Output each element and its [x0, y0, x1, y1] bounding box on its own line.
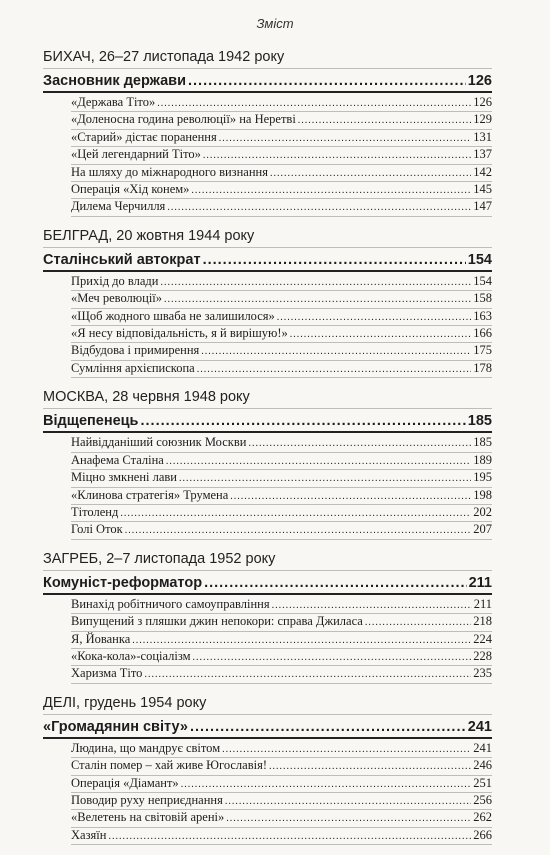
toc-entry[interactable] [71, 435, 492, 452]
toc-entry[interactable] [71, 505, 492, 522]
chapter-title: Сталінський автократ [43, 251, 201, 268]
entry-page-number: 266 [473, 827, 492, 842]
dot-leader [222, 741, 471, 757]
entry-page-number: 262 [473, 810, 492, 825]
entry-page-number: 207 [473, 522, 492, 537]
toc-section [43, 550, 492, 684]
entry-page-number: 126 [473, 95, 492, 109]
dot-leader [140, 412, 465, 430]
chapter-title: «Громадянин світу» [43, 718, 188, 735]
entry-list [43, 595, 492, 684]
entry-title: Випущений з пляшки джин непокори: справа Джиласа [71, 614, 363, 629]
toc-section [43, 48, 492, 217]
dot-leader [166, 453, 471, 469]
entry-list [43, 739, 492, 845]
entry-title: Операція «Хід конем» [71, 182, 190, 197]
entry-title: «Кока-кола»-соціалізм [71, 648, 191, 663]
toc-entry[interactable] [71, 614, 492, 631]
dot-leader [201, 343, 471, 359]
dot-leader [203, 251, 466, 269]
entry-page-number: 195 [473, 470, 492, 485]
toc-entry[interactable] [71, 522, 492, 539]
toc-entry[interactable] [71, 793, 492, 810]
toc-section [43, 388, 492, 539]
entry-title: Сталін помер – хай живе Югославія! [71, 758, 268, 773]
entry-page-number: 241 [473, 740, 492, 755]
entry-title: «Цей легендарний Тіто» [71, 147, 201, 162]
entry-title: Відбудова і примирення [71, 343, 200, 358]
entry-page-number: 145 [473, 182, 492, 197]
toc-entry[interactable] [71, 274, 492, 291]
dot-leader [365, 614, 471, 630]
toc-entry[interactable] [71, 488, 492, 505]
entry-title: Операція «Діамант» [71, 775, 179, 790]
entry-title: Я, Йованка [71, 631, 131, 646]
chapter-entry[interactable] [43, 715, 492, 739]
entry-page-number: 131 [473, 129, 492, 144]
dot-leader [188, 72, 466, 90]
entry-page-number: 178 [473, 360, 492, 375]
entry-list [43, 93, 492, 217]
toc-entry[interactable] [71, 147, 492, 164]
entry-page-number: 251 [473, 775, 492, 790]
dot-leader [269, 758, 471, 774]
chapter-title: Засновник держави [43, 73, 186, 89]
chapter-page-number: 154 [467, 251, 492, 268]
dot-leader [204, 574, 467, 592]
section-header: ЗАГРЕБ, 2–7 листопада 1952 року [43, 550, 492, 571]
entry-page-number: 256 [473, 792, 492, 807]
dot-leader [179, 470, 471, 486]
toc-section [43, 694, 492, 845]
entry-title: Винахід робітничого самоуправління [71, 596, 270, 611]
toc-entry[interactable] [71, 130, 492, 147]
toc-entry[interactable] [71, 112, 492, 129]
dot-leader [277, 309, 471, 325]
chapter-title: Відщепенець [43, 413, 139, 430]
entry-page-number: 137 [473, 147, 492, 162]
entry-title: «Щоб жодного шваба не залишилося» [71, 308, 275, 323]
dot-leader [226, 810, 471, 826]
toc-entry[interactable] [71, 199, 492, 216]
toc-entry[interactable] [71, 291, 492, 308]
toc-entry[interactable] [71, 810, 492, 827]
entry-title: Людина, що мандрує світом [71, 740, 221, 755]
dot-leader [191, 182, 471, 198]
toc-entry[interactable] [71, 666, 492, 683]
chapter-entry[interactable] [43, 571, 492, 595]
toc-entry[interactable] [71, 776, 492, 793]
entry-title: Сумління архієпископа [71, 360, 195, 375]
dot-leader [190, 718, 466, 736]
entry-page-number: 202 [473, 504, 492, 519]
entry-page-number: 198 [473, 487, 492, 502]
entry-page-number: 163 [473, 308, 492, 323]
dot-leader [193, 649, 472, 665]
entry-title: Прихід до влади [71, 273, 159, 288]
toc-entry[interactable] [71, 182, 492, 199]
entry-title: «Меч революції» [71, 291, 163, 306]
entry-page-number: 129 [473, 112, 492, 127]
entry-page-number: 228 [473, 648, 492, 663]
chapter-entry[interactable] [43, 248, 492, 272]
entry-page-number: 154 [473, 273, 492, 288]
dot-leader [290, 326, 471, 342]
dot-leader [230, 488, 471, 504]
toc-entry[interactable] [71, 597, 492, 614]
entry-title: Голі Оток [71, 522, 123, 537]
entry-title: «Держава Тіто» [71, 95, 156, 109]
entry-title: Хазяїн [71, 827, 107, 842]
entry-page-number: 211 [473, 596, 492, 611]
dot-leader [167, 199, 471, 215]
section-header: ДЕЛІ, грудень 1954 року [43, 694, 492, 715]
entry-page-number: 246 [473, 758, 492, 773]
entry-title: «Клинова стратегія» Трумена [71, 487, 229, 502]
entry-title: Найвідданіший союзник Москви [71, 435, 247, 450]
entry-page-number: 142 [473, 164, 492, 179]
entry-list [43, 272, 492, 378]
toc-entry[interactable] [71, 649, 492, 666]
entry-title: Дилема Черчилля [71, 199, 166, 214]
toc-entry[interactable] [71, 828, 492, 845]
toc-entry[interactable] [71, 343, 492, 360]
entry-page-number: 235 [473, 666, 492, 681]
toc-entry[interactable] [71, 165, 492, 182]
dot-leader [203, 147, 471, 163]
chapter-entry[interactable] [43, 69, 492, 93]
dot-leader [120, 505, 471, 521]
entry-page-number: 224 [473, 631, 492, 646]
toc-entry[interactable] [71, 361, 492, 378]
section-header: БИХАЧ, 26–27 листопада 1942 року [43, 48, 492, 69]
dot-leader [248, 435, 471, 451]
entry-title: «Велетень на світовій арені» [71, 810, 225, 825]
chapter-page-number: 241 [467, 718, 492, 735]
entry-title: Анафема Сталіна [71, 452, 164, 467]
dot-leader [132, 632, 471, 648]
toc-entry[interactable] [71, 470, 492, 487]
entry-list [43, 433, 492, 539]
toc-entry[interactable] [71, 453, 492, 470]
entry-title: На шляху до міжнародного визнання [71, 164, 268, 179]
entry-title: Тітоленд [71, 504, 119, 519]
entry-title: «Доленосна година революції» на Неретві [71, 112, 296, 127]
dot-leader [108, 828, 471, 844]
dot-leader [197, 361, 472, 377]
entry-page-number: 189 [473, 452, 492, 467]
entry-page-number: 185 [473, 435, 492, 450]
dot-leader [157, 95, 471, 111]
entry-page-number: 158 [473, 291, 492, 306]
chapter-page-number: 211 [468, 574, 492, 591]
toc-entry[interactable] [71, 95, 492, 112]
section-header: МОСКВА, 28 червня 1948 року [43, 388, 492, 409]
chapter-page-number: 126 [467, 73, 492, 89]
dot-leader [219, 130, 472, 146]
entry-page-number: 166 [473, 326, 492, 341]
table-of-contents [43, 48, 492, 855]
entry-page-number: 147 [473, 199, 492, 214]
dot-leader [298, 112, 471, 128]
page-title: Зміст [256, 16, 294, 31]
dot-leader [144, 666, 471, 682]
dot-leader [160, 274, 471, 290]
entry-title: Міцно змкнені лави [71, 470, 177, 485]
dot-leader [225, 793, 471, 809]
dot-leader [272, 597, 472, 613]
dot-leader [125, 522, 472, 538]
toc-entry[interactable] [71, 758, 492, 775]
toc-entry[interactable] [71, 741, 492, 758]
toc-entry[interactable] [71, 326, 492, 343]
entry-title: Поводир руху неприєднання [71, 792, 223, 807]
toc-entry[interactable] [71, 632, 492, 649]
entry-page-number: 175 [473, 343, 492, 358]
toc-section [43, 227, 492, 378]
dot-leader [270, 165, 471, 181]
section-header: БЕЛГРАД, 20 жовтня 1944 року [43, 227, 492, 248]
entry-title: Харизма Тіто [71, 666, 143, 681]
entry-title: «Старий» дістає поранення [71, 129, 217, 144]
chapter-page-number: 185 [467, 413, 492, 430]
chapter-entry[interactable] [43, 409, 492, 433]
dot-leader [164, 291, 471, 307]
chapter-title: Комуніст-реформатор [43, 574, 203, 591]
entry-title: «Я несу відповідальність, я й вирішую!» [71, 326, 288, 341]
entry-page-number: 218 [473, 614, 492, 629]
dot-leader [181, 776, 472, 792]
toc-entry[interactable] [71, 309, 492, 326]
